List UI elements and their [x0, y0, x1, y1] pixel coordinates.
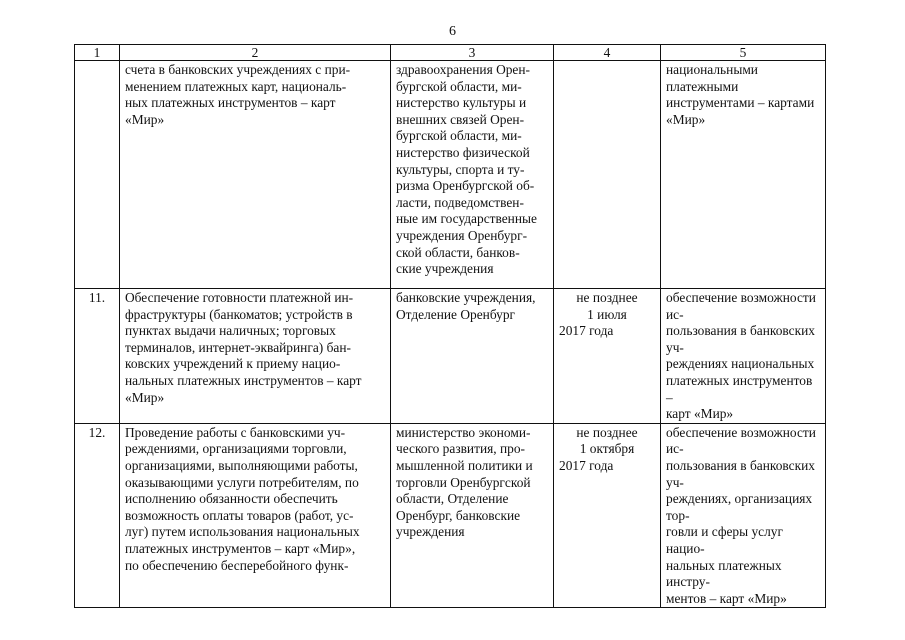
row-number: 11. [75, 289, 120, 424]
cell-line: Проведение работы с банковскими уч- [125, 424, 346, 440]
cell-line: говли и сферы услуг нацио- [666, 524, 783, 556]
cell-line: ласти, подведомствен- [396, 194, 524, 210]
cell-line: платежных инструментов – [666, 372, 813, 405]
cell-line: обеспечение возможности ис- [666, 424, 816, 457]
executors-cell [391, 423, 554, 608]
cell-line: инструментами – картами [666, 95, 815, 111]
cell-line: реждениях национальных [666, 356, 815, 372]
cell-line: 1 октября [579, 441, 635, 457]
cell-line: учреждения [396, 524, 465, 540]
cell-line: национальными платежными [666, 62, 758, 94]
deadline-cell [554, 61, 661, 289]
cell-line: организациями, выполняющими работы, [125, 457, 358, 473]
measures-table [74, 44, 826, 608]
cell-line: учреждения Оренбург- [396, 227, 528, 243]
cell-line: ризма Оренбургской об- [396, 178, 535, 194]
column-number-row [75, 45, 826, 61]
cell-line: ных платежных инструментов – карт [125, 95, 336, 111]
cell-line: 1 июля [587, 306, 627, 322]
cell-line: ской области, банков- [396, 244, 520, 260]
cell-line: нальных платежных инструментов – карт [125, 372, 362, 388]
result-cell [661, 423, 826, 608]
cell-line: карт «Мир» [666, 406, 734, 422]
deadline-cell [554, 423, 661, 608]
cell-line: фраструктуры (банкоматов; устройств в [125, 306, 353, 322]
row-number [75, 61, 120, 289]
cell-line: платежных инструментов – карт «Мир», [125, 540, 356, 556]
cell-line: 2017 года [559, 457, 614, 473]
measure-cell [120, 289, 391, 424]
cell-line: терминалов, интернет-эквайринга) бан- [125, 339, 351, 355]
cell-line: пользования в банковских уч- [666, 457, 815, 490]
row-number: 12. [75, 423, 120, 608]
result-cell [661, 289, 826, 424]
result-cell [661, 61, 826, 289]
cell-line: бургской области, ми- [396, 128, 522, 144]
column-number-2: 2 [120, 45, 391, 61]
cell-line: реждениях, организациях тор- [666, 491, 813, 523]
executors-cell [391, 289, 554, 424]
cell-line: «Мир» [125, 111, 165, 127]
cell-line: ментов – карт «Мир» [666, 590, 787, 606]
cell-line: не позднее [576, 424, 638, 440]
cell-line: области, Отделение [396, 491, 509, 507]
cell-line: ковских учреждений к приему нацио- [125, 356, 341, 372]
cell-line: не позднее [576, 290, 638, 305]
cell-line: нистерство культуры и [396, 95, 527, 111]
measure-cell [120, 61, 391, 289]
cell-line: Отделение Оренбург [396, 306, 516, 322]
table-row [75, 423, 826, 608]
cell-line: обеспечение возможности ис- [666, 290, 816, 322]
deadline-cell [554, 289, 661, 424]
cell-line: здравоохранения Орен- [396, 62, 531, 77]
cell-line: бургской области, ми- [396, 78, 522, 94]
cell-line: нистерство физической [396, 144, 530, 160]
cell-line: Обеспечение готовности платежной ин- [125, 290, 354, 305]
cell-line: исполнению обязанности обеспечить [125, 491, 338, 507]
column-number-5: 5 [661, 45, 826, 61]
cell-line: ские учреждения [396, 261, 494, 277]
cell-line: мышленной политики и [396, 457, 533, 473]
cell-line: торговли Оренбургской [396, 474, 531, 490]
cell-line: культуры, спорта и ту- [396, 161, 525, 177]
cell-line: ные им государственные [396, 211, 537, 227]
column-number-4: 4 [554, 45, 661, 61]
cell-line: нальных платежных инстру- [666, 557, 782, 590]
cell-line: банковские учреждения, [396, 290, 536, 305]
column-number-1: 1 [75, 45, 120, 61]
cell-line: пользования в банковских уч- [666, 323, 815, 355]
cell-line: министерство экономи- [396, 424, 531, 440]
cell-line: реждениями, организациями торговли, [125, 441, 347, 457]
page-number: 6 [449, 24, 456, 39]
cell-line: «Мир» [125, 389, 165, 405]
cell-line: Оренбург, банковские [396, 507, 521, 523]
cell-line: луг) путем использования национальных [125, 524, 360, 540]
executors-cell [391, 61, 554, 289]
cell-line: счета в банковских учреждениях с при- [125, 62, 351, 77]
table-row [75, 61, 826, 289]
cell-line: ческого развития, про- [396, 441, 525, 457]
cell-line: пунктах выдачи наличных; торговых [125, 323, 336, 339]
cell-line: менением платежных карт, националь- [125, 78, 347, 94]
cell-line: «Мир» [666, 111, 706, 127]
cell-line: оказывающими услуги потребителям, по [125, 474, 359, 490]
cell-line: по обеспечению бесперебойного функ- [125, 557, 349, 573]
cell-line: внешних связей Орен- [396, 111, 525, 127]
column-number-3: 3 [391, 45, 554, 61]
table-row [75, 289, 826, 424]
cell-line: возможность оплаты товаров (работ, ус- [125, 507, 354, 523]
cell-line: 2017 года [559, 323, 614, 339]
measure-cell [120, 423, 391, 608]
